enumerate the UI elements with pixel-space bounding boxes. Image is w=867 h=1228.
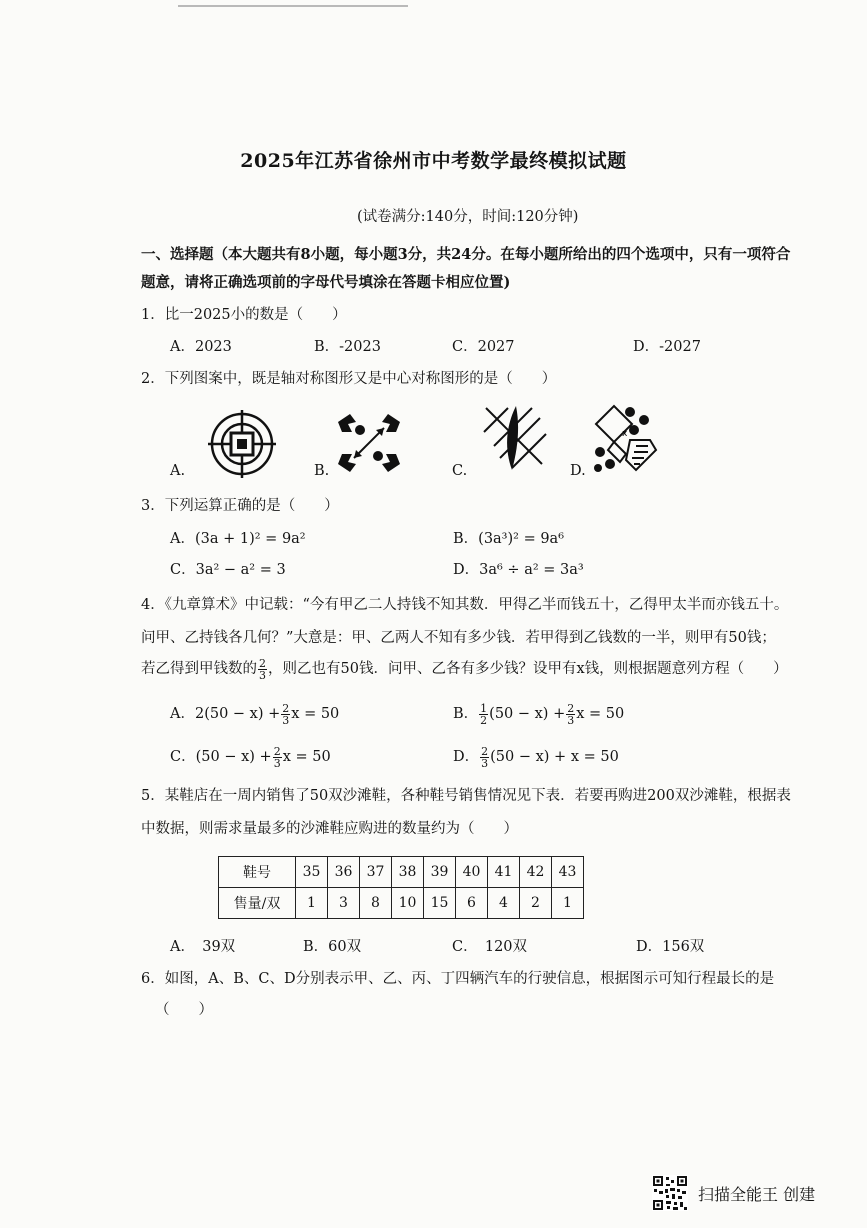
q4-line3-pre: 若乙得到甲钱数的 [141, 661, 257, 677]
table-cell: 38 [392, 857, 424, 888]
q3-option-d-expr: 3a⁶ ÷ a² = 3a³ [479, 562, 584, 578]
q1-option-c: C．2027 [452, 339, 515, 355]
section-heading-line1: 一、选择题（本大题共有8小题，每小题3分，共24分。在每小题所给出的四个选项中，只有一项符合 [141, 246, 791, 263]
page-title: 2025年江苏省徐州市中考数学最终模拟试题 [240, 150, 627, 172]
table-cell: 10 [392, 888, 424, 919]
arrows-pattern-figure [334, 410, 404, 476]
q2-label-b: B. [314, 463, 330, 479]
q3-stem: 3．下列运算正确的是（ ） [141, 498, 339, 514]
q4-option-c: C．(50 − x) + $\frac{2}{3}$ x = 50 [170, 744, 331, 770]
table-header-count: 售量/双 [219, 888, 296, 919]
table-cell: 36 [328, 857, 360, 888]
q3-option-c-label: C． [170, 562, 196, 578]
table-cell: 41 [488, 857, 520, 888]
q1-option-d: D．-2027 [633, 339, 701, 355]
q3-option-b [453, 527, 564, 548]
table-cell: 15 [424, 888, 456, 919]
q4-option-b: B． $\frac{1}{2}$ (50 − x) + $\frac{2}{3}$ x = 50 [453, 701, 625, 727]
table-cell: 1 [552, 888, 584, 919]
table-cell: 6 [456, 888, 488, 919]
q3-option-b-expr: (3a³)² = 9a⁶ [478, 531, 565, 547]
scan-top-edge [178, 5, 408, 7]
q2-label-a: A. [170, 463, 186, 479]
table-cell: 35 [296, 857, 328, 888]
table-cell: 37 [360, 857, 392, 888]
q3-option-a [170, 527, 306, 548]
q5-option-a: A． 39双 [170, 939, 236, 955]
fraction-one-half: $\frac{1}{2}$ [480, 701, 488, 727]
q4-option-d: D． $\frac{2}{3}$ (50 − x) + x = 50 [453, 744, 619, 770]
q5-option-b: B．60双 [303, 939, 362, 955]
scanner-watermark-text: 扫描全能王 创建 [698, 1185, 816, 1204]
q4-line2: 问甲、乙持钱各几何？”大意是：甲、乙两人不知有多少钱．若甲得到乙钱数的一半，则甲有50钱； [141, 630, 776, 646]
q3-option-a-label: A． [170, 531, 195, 547]
shoe-sales-table [218, 856, 584, 919]
q3-option-d [453, 558, 584, 579]
table-cell: 42 [520, 857, 552, 888]
q3-option-c-expr: 3a² − a² = 3 [195, 562, 286, 578]
table-cell: 43 [552, 857, 584, 888]
fraction-two-thirds: $\frac{2}{3}$ [259, 656, 266, 682]
table-row-sizes [219, 857, 584, 888]
q3-option-d-label: D． [453, 562, 480, 578]
q4-option-a: A．2(50 − x) + $\frac{2}{3}$ x = 50 [170, 701, 340, 727]
q3-option-a-expr: (3a + 1)² = 9a² [194, 531, 306, 547]
table-row-counts [219, 888, 584, 919]
q6-line1: 6．如图，A、B、C、D分别表示甲、乙、丙、丁四辆汽车的行驶信息，根据图示可知行程最长的是 [141, 971, 775, 987]
table-cell: 1 [296, 888, 328, 919]
q2-label-c: C. [452, 463, 468, 479]
q3-option-c [170, 558, 286, 579]
table-cell: 2 [520, 888, 552, 919]
table-cell: 4 [488, 888, 520, 919]
q1-option-a: A．2023 [170, 339, 232, 355]
table-cell: 39 [424, 857, 456, 888]
q4-line1: 4．《九章算术》中记载：“今有甲乙二人持钱不知其数．甲得乙半而钱五十，乙得甲太半而亦钱五十。 [141, 597, 789, 613]
table-header-size: 鞋号 [219, 857, 296, 888]
q3-option-b-label: B． [453, 531, 479, 547]
q2-stem: 2．下列图案中，既是轴对称图形又是中心对称图形的是（ ） [141, 371, 557, 387]
q1-stem: 1．比一2025小的数是（ ） [141, 307, 347, 323]
q2-label-d: D. [570, 463, 586, 479]
svg-text:x: x [622, 429, 628, 439]
q5-line2: 中数据，则需求量最多的沙滩鞋应购进的数量约为（ ） [141, 821, 518, 837]
dice-pattern-figure [590, 402, 662, 478]
exam-info: (试卷满分:140分，时间:120分钟) [357, 209, 579, 225]
target-pattern-figure [206, 408, 278, 480]
q4-line3-post: ，则乙也有50钱．问甲、乙各有多少钱？设甲有x钱，则根据题意列方程（ ） [268, 661, 788, 677]
q5-option-c: C． 120双 [452, 939, 528, 955]
crossed-lines-figure [478, 402, 550, 474]
q1-option-b: B．-2023 [314, 339, 381, 355]
q6-line2: （ ） [155, 1002, 213, 1018]
q5-option-d: D．156双 [636, 939, 705, 955]
table-cell: 8 [360, 888, 392, 919]
fraction-two-thirds: $\frac{2}{3}$ [481, 744, 489, 770]
qr-code-icon [652, 1175, 688, 1211]
q5-line1: 5．某鞋店在一周内销售了50双沙滩鞋，各种鞋号销售情况见下表．若要再购进200双沙滩鞋，根据表 [141, 788, 791, 804]
fraction-two-thirds: $\frac{2}{3}$ [273, 744, 281, 770]
q4-line3 [141, 657, 788, 681]
table-cell: 40 [456, 857, 488, 888]
table-cell: 3 [328, 888, 360, 919]
section-heading-line2: 题意，请将正确选项前的字母代号填涂在答题卡相应位置) [141, 274, 511, 291]
fraction-two-thirds: $\frac{2}{3}$ [567, 701, 575, 727]
fraction-two-thirds: $\frac{2}{3}$ [282, 701, 290, 727]
